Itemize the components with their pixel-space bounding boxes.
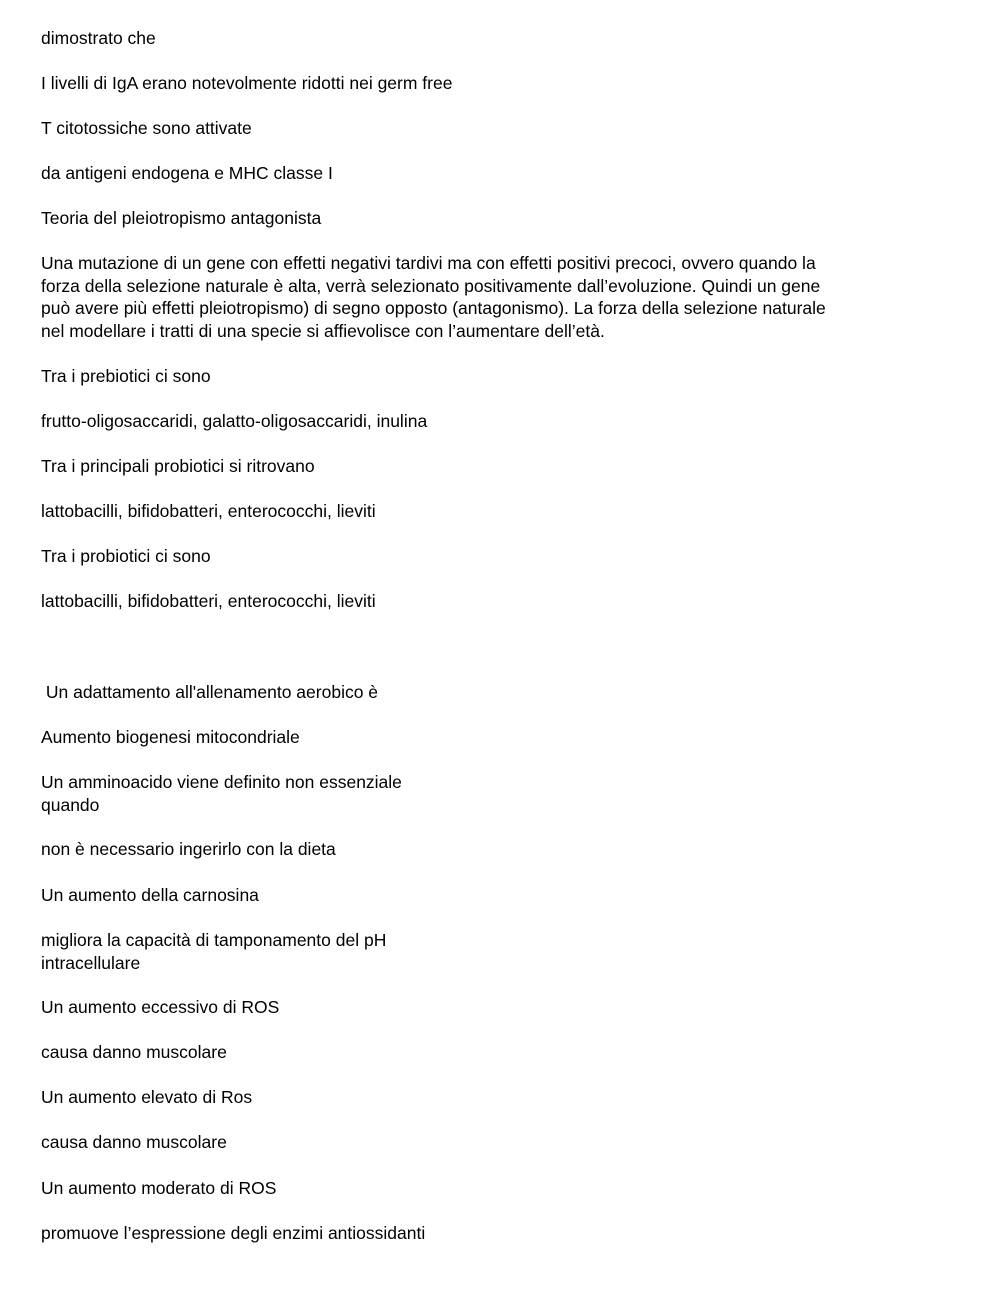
text-line: Un aumento elevato di Ros [41,1087,253,1107]
text-line: non è necessario ingerirlo con la dieta [41,839,336,859]
text-line: Tra i principali probiotici si ritrovano [41,456,315,476]
text-line: Aumento biogenesi mitocondriale [41,727,300,747]
paragraph [41,771,941,816]
paragraph-line: Una mutazione di un gene con effetti negativi tardivi ma con effetti positivi precoci, ovvero quando la [41,253,816,273]
text-line: Un aumento della carnosina [41,885,259,905]
paragraph [41,929,941,974]
text-line: promuove l’espressione degli enzimi antiossidanti [41,1223,426,1243]
paragraph-line: può avere più effetti pleiotropismo) di segno opposto (antagonismo). La forza della selezione naturale [41,298,826,318]
text-line: Tra i probiotici ci sono [41,546,211,566]
text-line: causa danno muscolare [41,1042,227,1062]
paragraph-line: intracellulare [41,952,141,973]
text-line: Teoria del pleiotropismo antagonista [41,208,322,228]
paragraph-line: quando [41,794,100,815]
text-line: lattobacilli, bifidobatteri, enterococchi, lieviti [41,501,376,521]
paragraph-line: migliora la capacità di tamponamento del pH [41,930,387,950]
paragraph-line: Un amminoacido viene definito non essenziale [41,772,402,792]
paragraph-line: forza della selezione naturale è alta, verrà selezionato positivamente dall’evoluzione. Quindi un gene [41,275,821,296]
text-line: causa danno muscolare [41,1132,227,1152]
text-line: Un aumento eccessivo di ROS [41,997,280,1017]
text-line: lattobacilli, bifidobatteri, enterococchi, lieviti [41,591,376,611]
text-line: da antigeni endogena e MHC classe I [41,163,333,183]
text-line: Tra i prebiotici ci sono [41,366,211,386]
text-line: Un adattamento all'allenamento aerobico è [41,682,379,702]
paragraph [41,252,941,342]
text-line: I livelli di IgA erano notevolmente ridotti nei germ free [41,73,453,93]
paragraph-line: nel modellare i tratti di una specie si affievolisce con l’aumentare dell’età. [41,320,605,341]
text-line: dimostrato che [41,28,156,48]
text-line: frutto-oligosaccaridi, galatto-oligosaccaridi, inulina [41,411,428,431]
text-line: T citotossiche sono attivate [41,118,252,138]
text-line: Un aumento moderato di ROS [41,1178,277,1198]
